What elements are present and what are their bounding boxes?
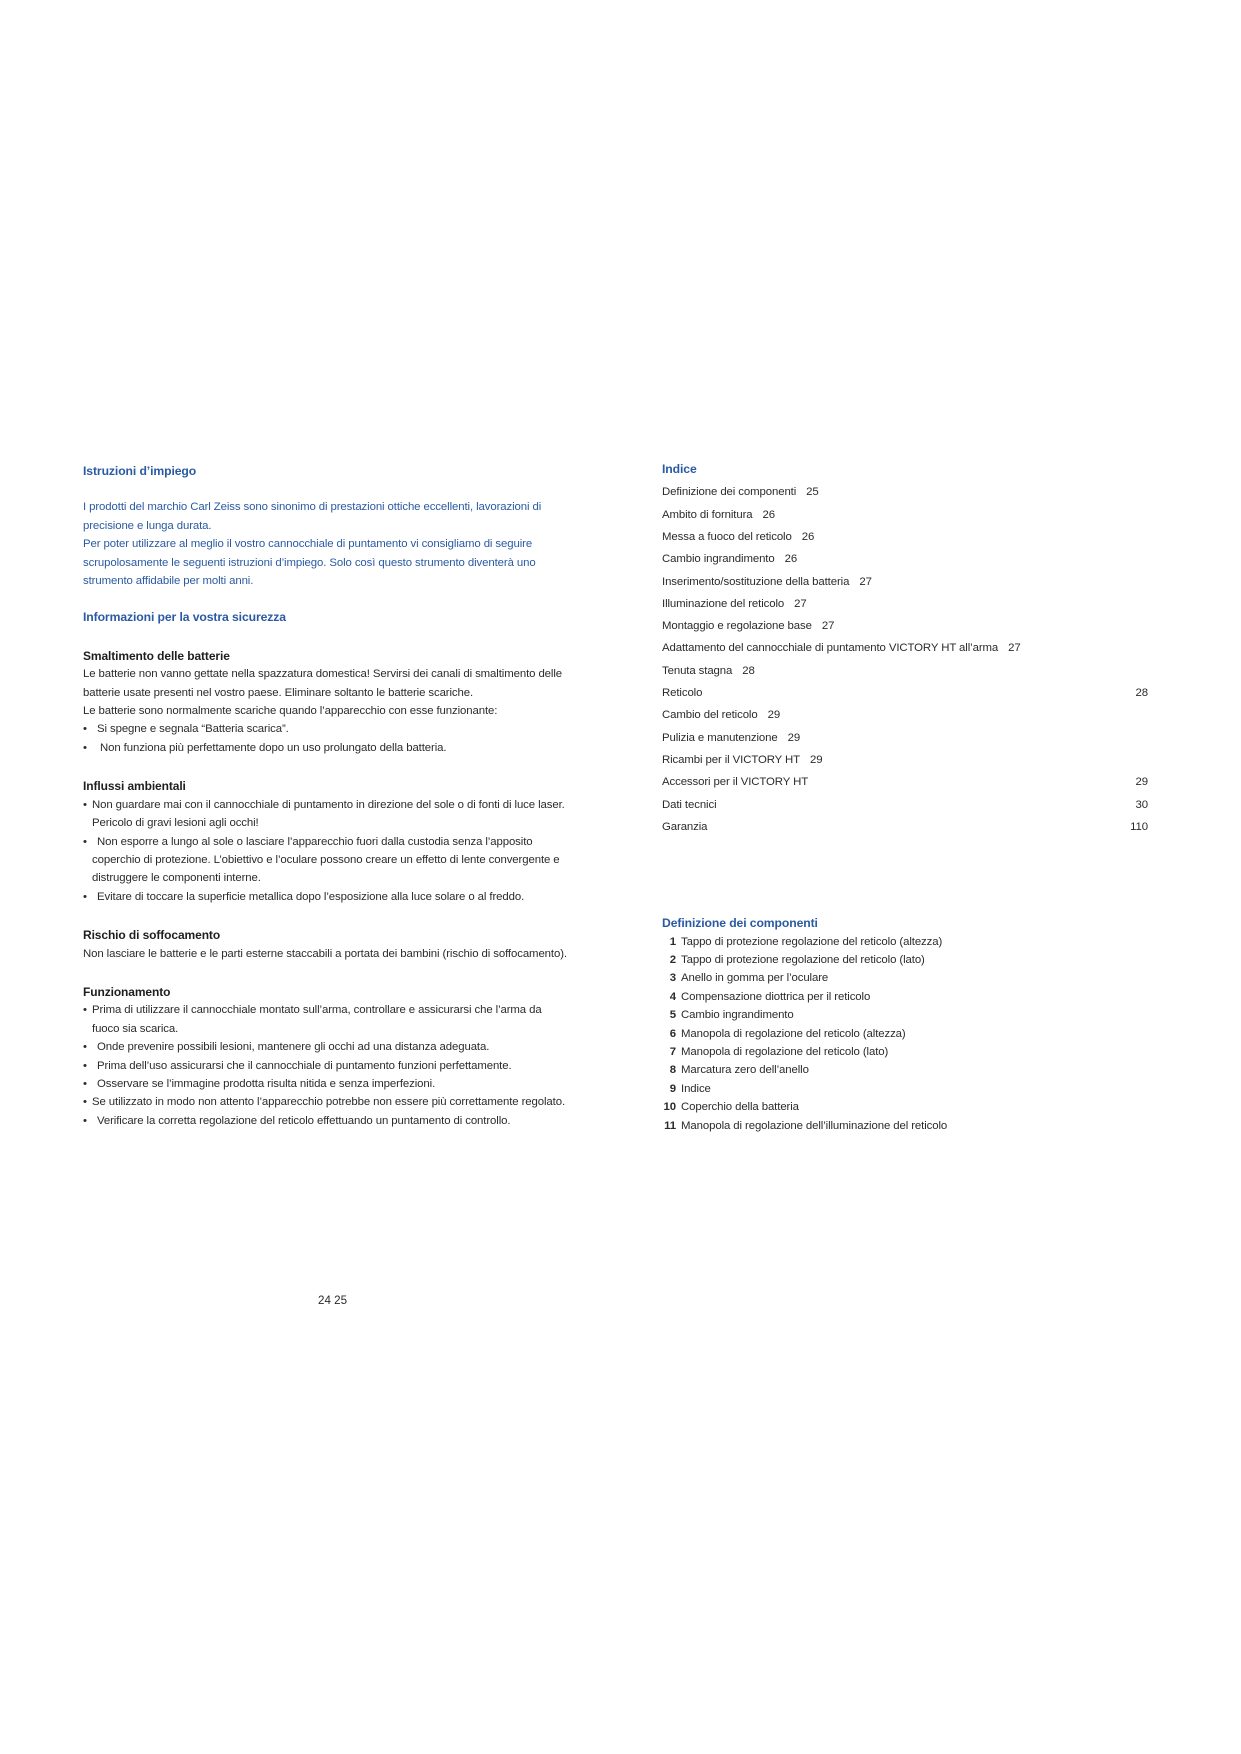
component-item — [662, 1080, 1148, 1098]
components-list — [662, 933, 1148, 1135]
component-label: Compensazione diottrica per il reticolo — [681, 990, 871, 1003]
toc-entry — [662, 481, 1148, 503]
component-item — [662, 1117, 1148, 1135]
right-column — [662, 460, 1148, 1135]
component-number: 3 — [669, 972, 676, 985]
suffocation-heading: Rischio di soffocamento — [83, 928, 221, 943]
toc-entry — [662, 615, 1148, 637]
toc-entry — [662, 727, 1148, 749]
intro-line: I prodotti del marchio Carl Zeiss sono sinonimo di prestazioni ottiche eccellenti, lavorazioni di — [83, 501, 542, 514]
toc-page: 29 — [1135, 776, 1148, 789]
toc-entry — [662, 637, 1148, 659]
toc-entry — [662, 593, 1148, 615]
toc-entry — [662, 571, 1148, 593]
operation-bullet: • Onde prevenire possibili lesioni, mantenere gli occhi ad una distanza adeguata. — [83, 1041, 490, 1054]
operation-bullet: • Verificare la corretta regolazione del reticolo effettuando un puntamento di controllo. — [83, 1114, 511, 1127]
component-number: 10 — [663, 1101, 676, 1114]
battery-bullet: • Non funziona più perfettamente dopo un uso prolungato della batteria. — [83, 741, 447, 754]
toc-entry — [662, 548, 1148, 570]
environment-bullet: • Non guardare mai con il cannocchiale di puntamento in direzione del sole o di fonti di luce laser. Pericolo di gravi lesioni agli occhi! — [83, 798, 565, 830]
toc-page: 26 — [784, 553, 798, 566]
component-label: Manopola di regolazione dell’illuminazione del reticolo — [681, 1119, 948, 1132]
environment-section — [83, 777, 583, 906]
toc-label: Cambio ingrandimento — [662, 553, 775, 566]
component-item — [662, 1098, 1148, 1116]
component-item — [662, 1043, 1148, 1061]
component-number: 4 — [669, 990, 676, 1003]
toc-entry — [662, 816, 1148, 838]
toc-page: 30 — [1135, 798, 1148, 811]
component-item — [662, 988, 1148, 1006]
component-number: 8 — [669, 1064, 676, 1077]
document-title: Istruzioni d’impiego — [83, 464, 197, 478]
component-number: 9 — [669, 1082, 676, 1095]
operation-bullet: • Prima di utilizzare il cannocchiale montato sull’arma, controllare e assicurarsi che l’arma da fuoco sia scarica. — [83, 1004, 542, 1035]
battery-line: Le batterie non vanno gettate nella spazzatura domestica! Servirsi dei canali di smaltimento delle — [83, 668, 563, 681]
component-number: 6 — [669, 1027, 676, 1040]
toc-page: 29 — [787, 731, 801, 744]
component-number: 2 — [669, 953, 676, 966]
components-section — [662, 914, 1148, 1135]
page-numbers: 24 25 — [318, 1294, 348, 1307]
battery-line: batterie usate presenti nel vostro paese. Eliminare soltanto le batterie scariche. — [83, 686, 474, 699]
toc-page: 27 — [794, 597, 807, 610]
safety-title: Informazioni per la vostra sicurezza — [83, 610, 286, 625]
toc-page: 110 — [1130, 820, 1148, 833]
component-number: 7 — [669, 1046, 676, 1058]
toc-label: Illuminazione del reticolo — [662, 597, 785, 610]
battery-line: Le batterie sono normalmente scariche quando l’apparecchio con esse funzionante: — [83, 705, 498, 718]
intro-line: scrupolosamente le seguenti istruzioni d’impiego. Solo così questo strumento diventerà uno — [83, 556, 536, 569]
toc-entry — [662, 660, 1148, 682]
component-number: 1 — [669, 935, 676, 948]
component-label: Tappo di protezione regolazione del reticolo (altezza) — [681, 935, 943, 948]
component-label: Tappo di protezione regolazione del reticolo (lato) — [681, 953, 925, 966]
component-item — [662, 951, 1148, 969]
operation-bullet: • Osservare se l’immagine prodotta risulta nitida e senza imperfezioni. — [83, 1077, 436, 1090]
battery-section — [83, 647, 583, 757]
toc-label: Cambio del reticolo — [662, 709, 758, 722]
component-label: Manopola di regolazione del reticolo (altezza) — [681, 1027, 906, 1040]
toc-label: Accessori per il VICTORY HT — [662, 776, 809, 789]
component-label: Anello in gomma per l’oculare — [681, 972, 829, 985]
toc-entry — [662, 749, 1148, 771]
toc-page: 29 — [767, 709, 781, 722]
operation-section — [83, 983, 583, 1130]
component-number: 11 — [664, 1119, 676, 1132]
environment-bullet: • Non esporre a lungo al sole o lasciare l’apparecchio fuori dalla custodia senza l’apposito coperchio di protezione. L’obiettivo e l’oculare possono creare un effetto di lente convergente e distruggere le componenti interne. — [83, 835, 560, 885]
toc-page: 27 — [821, 620, 835, 633]
toc-page: 25 — [806, 486, 819, 499]
component-label: Marcatura zero dell’anello — [681, 1064, 809, 1077]
toc-label: Definizione dei componenti — [662, 486, 797, 499]
component-item — [662, 1006, 1148, 1024]
toc-entry — [662, 704, 1148, 726]
toc-label: Messa a fuoco del reticolo — [662, 531, 792, 543]
battery-heading: Smaltimento delle batterie — [83, 648, 230, 663]
toc-label: Reticolo — [662, 687, 703, 700]
toc-page: 26 — [762, 508, 776, 521]
environment-bullet: • Evitare di toccare la superficie metallica dopo l’esposizione alla luce solare o al freddo. — [83, 890, 525, 903]
component-number: 5 — [669, 1009, 676, 1022]
intro-line: Per poter utilizzare al meglio il vostro cannocchiale di puntamento vi consigliamo di seguire — [83, 538, 533, 551]
toc-page: 28 — [742, 664, 755, 677]
left-column — [83, 462, 583, 1130]
component-label: Indice — [681, 1082, 711, 1095]
component-item — [662, 969, 1148, 987]
toc-page: 27 — [859, 575, 872, 588]
toc-label: Adattamento del cannocchiale di puntamento VICTORY HT all’arma — [662, 642, 999, 655]
toc-entry — [662, 526, 1148, 548]
component-item — [662, 933, 1148, 951]
toc-page: 26 — [801, 531, 815, 543]
toc-entry — [662, 682, 1148, 704]
component-item — [662, 1025, 1148, 1043]
toc-label: Montaggio e regolazione base — [662, 620, 812, 633]
suffocation-section — [83, 926, 583, 963]
battery-bullet: • Si spegne e segnala “Batteria scarica”. — [83, 723, 289, 736]
intro-line: precisione e lunga durata. — [83, 519, 212, 532]
operation-bullet: • Prima dell’uso assicurarsi che il cannocchiale di puntamento funzioni perfettamente. — [83, 1059, 512, 1072]
operation-heading: Funzionamento — [83, 984, 171, 999]
toc-page: 27 — [1008, 642, 1021, 655]
suffocation-text: Non lasciare le batterie e le parti esterne staccabili a portata dei bambini (rischio di soffocamento). — [83, 947, 567, 960]
toc-entry — [662, 771, 1148, 793]
toc-page: 28 — [1135, 687, 1148, 700]
environment-heading: Influssi ambientali — [83, 779, 186, 794]
intro-line: strumento affidabile per molti anni. — [83, 575, 254, 588]
component-item — [662, 1061, 1148, 1079]
toc-label: Pulizia e manutenzione — [662, 731, 778, 744]
toc-entry — [662, 794, 1148, 816]
intro-text — [83, 498, 583, 590]
table-of-contents — [662, 481, 1148, 838]
index-title: Indice — [662, 462, 697, 476]
component-label: Coperchio della batteria — [681, 1101, 799, 1114]
toc-page: 29 — [810, 753, 823, 766]
component-label: Cambio ingrandimento — [681, 1009, 794, 1022]
toc-label: Garanzia — [662, 820, 708, 833]
toc-label: Ricambi per il VICTORY HT — [662, 753, 801, 766]
operation-bullet: • Se utilizzato in modo non attento l’apparecchio potrebbe non essere più correttamente regolato. — [83, 1096, 566, 1109]
toc-label: Inserimento/sostituzione della batteria — [662, 575, 850, 588]
components-title: Definizione dei componenti — [662, 916, 818, 931]
toc-label: Dati tecnici — [662, 798, 717, 811]
component-label: Manopola di regolazione del reticolo (lato) — [681, 1046, 889, 1058]
toc-label: Ambito di fornitura — [662, 508, 753, 521]
toc-entry — [662, 504, 1148, 526]
toc-label: Tenuta stagna — [662, 664, 733, 677]
